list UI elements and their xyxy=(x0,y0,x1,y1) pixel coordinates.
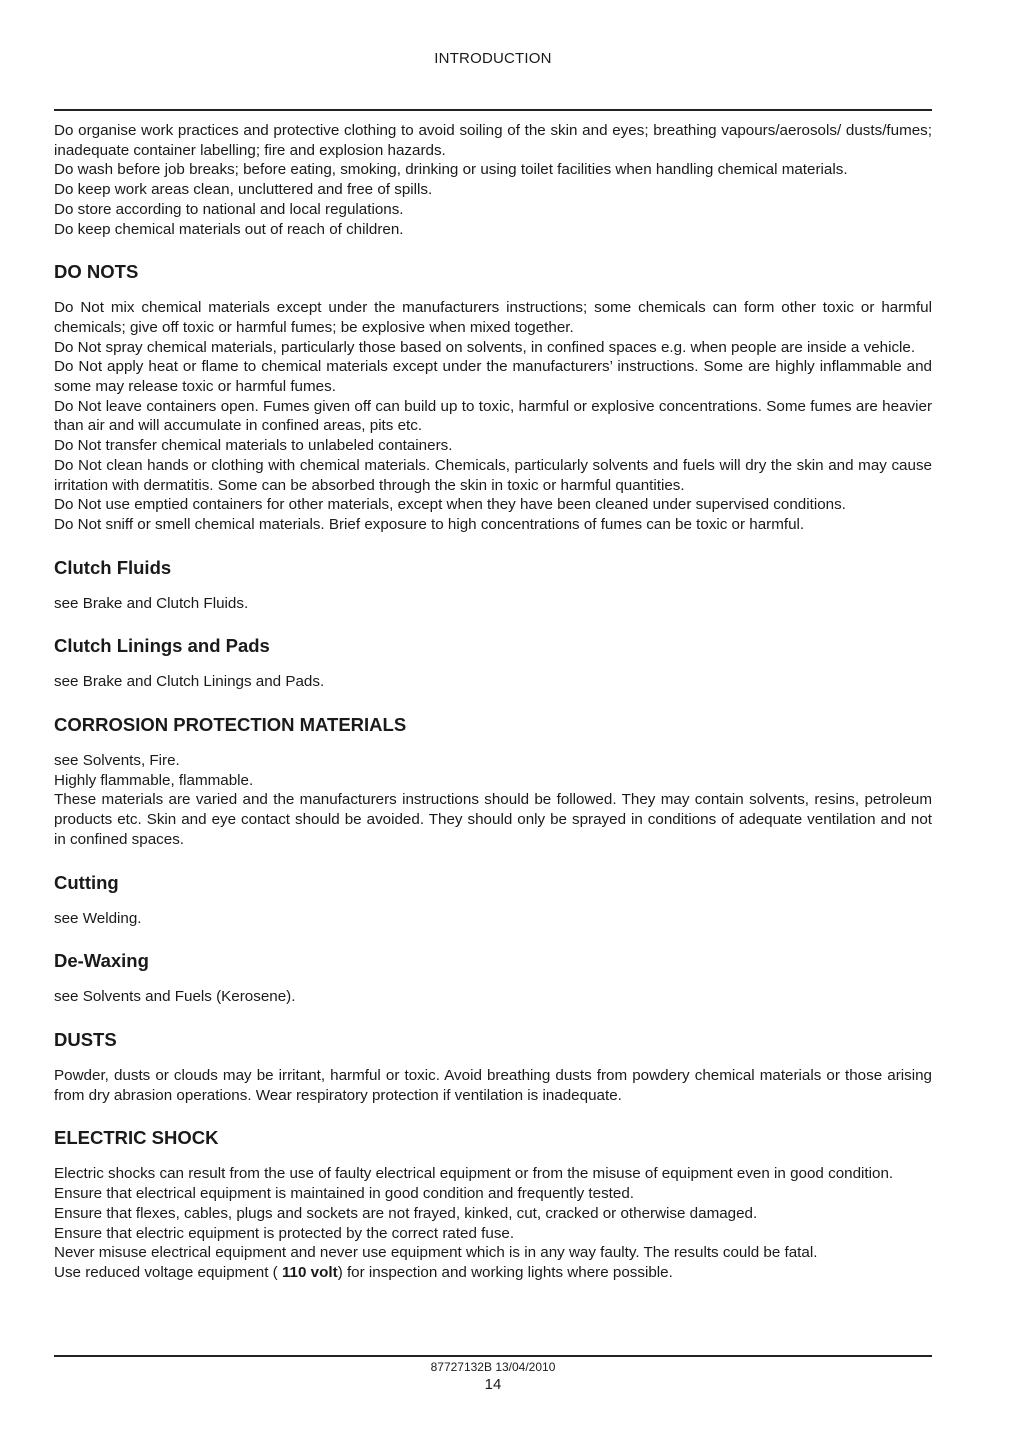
section-heading: CORROSION PROTECTION MATERIALS xyxy=(54,714,407,736)
section-paragraph: Do Not mix chemical materials except under the manufacturers instructions; some chemicals can form other toxic or harmful chemicals; give off toxic or harmful fumes; be explosive when mixed together. xyxy=(54,299,932,336)
section-paragraph: see Solvents and Fuels (Kerosene). xyxy=(54,988,296,1006)
section-paragraph: Do Not leave containers open. Fumes given off can build up to toxic, harmful or explosive concentrations. Some fumes are heavier than air and will accumulate in confined areas, pits etc. xyxy=(54,397,932,435)
footer-divider xyxy=(54,1355,932,1357)
section-do-nots xyxy=(54,261,932,534)
section-paragraph: Do Not sniff or smell chemical materials. Brief exposure to high concentrations of fumes can be toxic or harmful. xyxy=(54,515,805,533)
page-number: 14 xyxy=(484,1376,502,1393)
section-paragraph: see Brake and Clutch Fluids. xyxy=(54,594,249,612)
intro-paragraph: Do organise work practices and protective clothing to avoid soiling of the skin and eyes; breathing vapours/aerosols/ dusts/fumes; inadequate container labelling; fire and explosion hazards. xyxy=(54,122,932,159)
intro-paragraph: Do store according to national and local regulations. xyxy=(54,200,404,218)
section-heading: Clutch Fluids xyxy=(54,556,172,578)
section-cutting xyxy=(54,872,932,929)
section-paragraph: Do Not apply heat or flame to chemical materials except under the manufacturers’ instructions. Some are highly inflammable and some may release toxic or harmful fumes. xyxy=(54,358,932,396)
section-paragraph: Do Not clean hands or clothing with chemical materials. Chemicals, particularly solvents and fuels will dry the skin and may cause irritation with dermatitis. Some can be absorbed through the skin in toxic or harmful quantities. xyxy=(54,456,932,494)
intro-section xyxy=(54,121,932,239)
section-paragraph: Never misuse electrical equipment and never use equipment which is in any way faulty. The results could be fatal. xyxy=(54,1244,818,1262)
section-paragraph: Do Not transfer chemical materials to unlabeled containers. xyxy=(54,437,453,455)
voltage-value: 110 volt xyxy=(281,1263,338,1281)
section-paragraph: Highly flammable, flammable. xyxy=(54,771,254,789)
page-content xyxy=(54,121,932,1283)
section-heading: Clutch Linings and Pads xyxy=(54,635,270,657)
section-clutch-linings xyxy=(54,635,932,692)
section-paragraph: see Solvents, Fire. xyxy=(54,752,180,770)
page-header: INTRODUCTION xyxy=(434,50,552,67)
section-paragraph: see Welding. xyxy=(54,909,142,927)
section-heading: Cutting xyxy=(54,871,119,893)
intro-paragraph: Do keep chemical materials out of reach of children. xyxy=(54,220,404,238)
intro-paragraph: Do wash before job breaks; before eating, smoking, drinking or using toilet facilities when handling chemical materials. xyxy=(54,161,848,179)
section-paragraph: Powder, dusts or clouds may be irritant, harmful or toxic. Avoid breathing dusts from powdery chemical materials or those arising from dry abrasion operations. Wear respiratory protection if ventilation is inadequate. xyxy=(54,1066,932,1104)
section-heading: De-Waxing xyxy=(54,950,149,972)
header-divider xyxy=(54,109,932,111)
section-heading: DUSTS xyxy=(54,1028,117,1050)
section-clutch-fluids xyxy=(54,557,932,614)
document-code: 87727132B 13/04/2010 xyxy=(430,1360,556,1374)
intro-paragraph: Do keep work areas clean, uncluttered and free of spills. xyxy=(54,181,433,199)
section-electric-shock xyxy=(54,1127,932,1282)
section-paragraph-voltage xyxy=(54,1263,932,1283)
section-paragraph: Electric shocks can result from the use of faulty electrical equipment or from the misuse of equipment even in good condition. xyxy=(54,1165,894,1183)
document-page xyxy=(54,0,932,1448)
section-heading: ELECTRIC SHOCK xyxy=(54,1127,219,1149)
section-paragraph: These materials are varied and the manufacturers instructions should be followed. They may contain solvents, resins, petroleum products etc. Skin and eye contact should be avoided. They should only be sprayed in conditions of adequate ventilation and not in confined spaces. xyxy=(54,791,932,848)
section-de-waxing xyxy=(54,950,932,1007)
section-paragraph: Ensure that flexes, cables, plugs and sockets are not frayed, kinked, cut, cracked or otherwise damaged. xyxy=(54,1204,758,1222)
voltage-text-before: Use reduced voltage equipment ( xyxy=(54,1263,282,1281)
section-paragraph: see Brake and Clutch Linings and Pads. xyxy=(54,673,325,691)
section-paragraph: Ensure that electrical equipment is maintained in good condition and frequently tested. xyxy=(54,1185,635,1203)
section-paragraph: Do Not spray chemical materials, particularly those based on solvents, in confined spaces e.g. when people are inside a vehicle. xyxy=(54,338,916,356)
section-corrosion-protection xyxy=(54,714,932,850)
section-paragraph: Ensure that electric equipment is protected by the correct rated fuse. xyxy=(54,1224,515,1242)
section-dusts xyxy=(54,1029,932,1105)
section-heading: DO NOTS xyxy=(54,261,139,283)
section-paragraph: Do Not use emptied containers for other materials, except when they have been cleaned under supervised conditions. xyxy=(54,496,846,514)
voltage-text-after: ) for inspection and working lights where possible. xyxy=(337,1263,673,1281)
